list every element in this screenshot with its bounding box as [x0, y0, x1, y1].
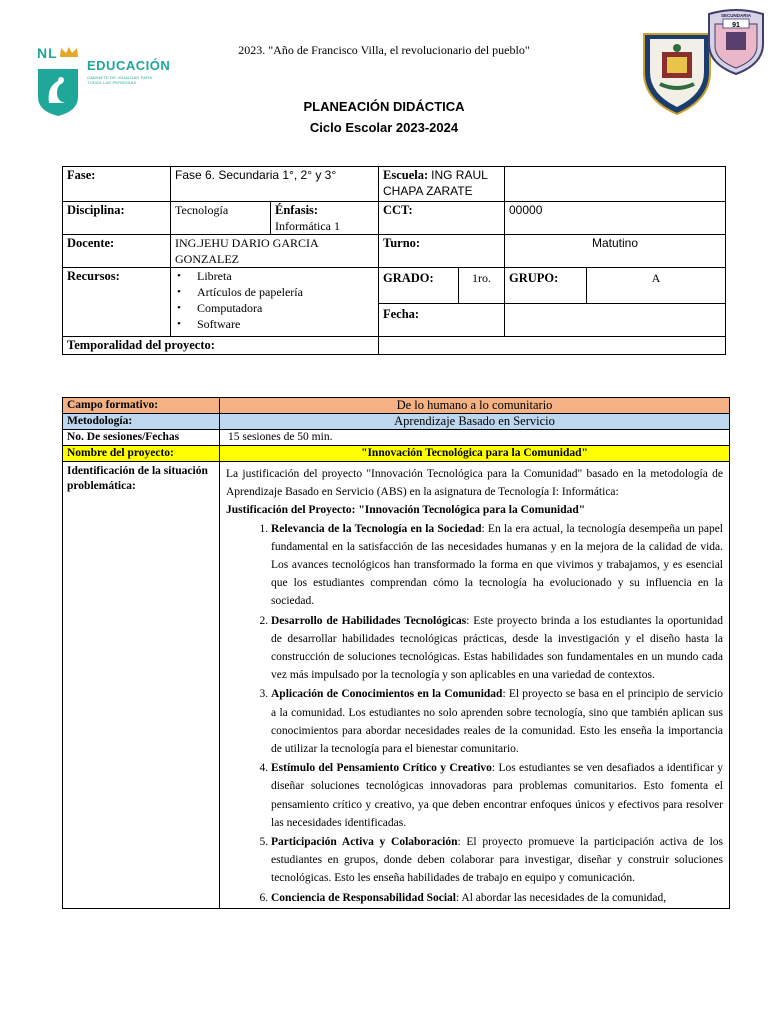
disciplina-value: Tecnología: [171, 202, 271, 235]
grupo-value: A: [587, 268, 726, 304]
recurso-item: • Artículos de papelería: [197, 284, 374, 300]
docente-label: Docente:: [63, 235, 171, 268]
grado-value: 1ro.: [459, 268, 505, 304]
recursos-label: Recursos:: [63, 268, 171, 337]
general-info-table: [62, 166, 726, 355]
sesiones-value: 15 sesiones de 50 min.: [220, 430, 730, 446]
point-text: : Los estudiantes se ven desafiados a identificar y diseñar soluciones tecnológicas innovadoras para problemas comunitarios. Esto fomenta el pensamiento crítico y creativo, ya que deben encontrar enfoques únicos y efectivos para resolver las necesidades identificadas.: [271, 762, 723, 829]
project-table: [62, 397, 730, 909]
fase-label: Fase:: [63, 167, 171, 202]
point-title: Participación Activa y Colaboración: [271, 836, 458, 849]
fecha-value: [505, 304, 726, 337]
escuela-cell: [379, 167, 505, 202]
sesiones-label: No. De sesiones/Fechas: [63, 430, 220, 446]
intro-paragraph: La justificación del proyecto "Innovación Tecnológica para la Comunidad" basado en la metodología de Aprendizaje Basado en Servicio (ABS) en la asignatura de Tecnología I: Informática:: [226, 468, 723, 499]
logo-subtitle: GABINETE DE IGUALDAD PARA TODAS LAS PERSONAS: [87, 75, 152, 85]
escuela-label: Escuela:: [383, 168, 429, 182]
identificacion-label: Identificación de la situación problemática:: [63, 462, 220, 909]
list-item: [271, 520, 723, 611]
recurso-item: • Libreta: [197, 268, 374, 284]
turno-value: Matutino: [505, 235, 726, 268]
list-item: [271, 833, 723, 888]
metodologia-value: Aprendizaje Basado en Servicio: [220, 414, 730, 430]
point-title: Desarrollo de Habilidades Tecnológicas: [271, 614, 467, 627]
temporalidad-label: Temporalidad del proyecto:: [63, 337, 379, 355]
list-item: [271, 889, 723, 907]
recurso-item: • Computadora: [197, 300, 374, 316]
point-text: : El proyecto promueve la participación activa de los estudiantes en grupos, donde deben colaborar para investigar, diseñar y construir soluciones tecnológicas. Esto les enseña habilidades de trabajo en equipo y comunicación.: [271, 836, 723, 885]
metodologia-label: Metodología:: [63, 414, 220, 430]
page-title: PLANEACIÓN DIDÁCTICA: [303, 99, 465, 114]
recurso-item: • Software: [197, 316, 374, 332]
list-item: [271, 685, 723, 758]
secundaria-crest-icon: [706, 8, 766, 81]
school-cycle: Ciclo Escolar 2023-2024: [309, 120, 459, 135]
identificacion-content: [220, 462, 730, 909]
enfasis-cell: [271, 202, 379, 235]
point-title: Conciencia de Responsabilidad Social: [271, 891, 456, 904]
list-item: [271, 759, 723, 832]
logo-education-text: EDUCACIÓN: [87, 58, 171, 73]
logo-nl-text: NL: [37, 45, 58, 61]
campo-label: Campo formativo:: [63, 398, 220, 414]
justificacion-list: [226, 520, 723, 907]
recursos-list: [175, 268, 374, 332]
point-text: : Este proyecto brinda a los estudiantes la oportunidad de desarrollar habilidades tecnológicas prácticas, desde la investigación y el diseño hasta la construcción de soluciones tecnológicas. Estas habilidades son fundamentales en un mundo cada vez más impulsado por la tecnología y son aplicables en una variedad de contextos.: [271, 614, 723, 682]
point-text: : En la era actual, la tecnología desempeña un papel fundamental en la satisfacción de las necesidades humanas y en la mejora de la calidad de vida. Los avances tecnológicos han transformado la forma en que vivimos y trabajamos, y es esencial que los estudiantes comprendan cómo la tecnología ha evolucionado y su influencia en la sociedad.: [271, 522, 723, 608]
docente-value: ING.JEHU DARIO GARCIA GONZALEZ: [171, 235, 379, 268]
disciplina-label: Disciplina:: [63, 202, 171, 235]
justificacion-title: Justificación del Proyecto: "Innovación Tecnológica para la Comunidad": [226, 504, 586, 517]
crest-label: SECUNDARIA: [720, 13, 752, 18]
cct-value: 00000: [505, 202, 726, 235]
temporalidad-value: [379, 337, 726, 355]
turno-label: Turno:: [379, 235, 505, 268]
point-text: : El proyecto se basa en el principio de servicio a la comunidad. Los estudiantes no solo aprenden sobre tecnología, sino que también aplican sus conocimientos para abordar necesidades reales de la comunidad. Esto les enseña la importancia de utilizar la tecnología para el bienestar comunitario.: [271, 688, 724, 756]
fase-value: Fase 6. Secundaria 1°, 2° y 3°: [171, 167, 379, 202]
point-title: Estímulo del Pensamiento Crítico y Creativo: [271, 762, 492, 775]
grupo-label: GRUPO:: [505, 268, 587, 304]
campo-value: De lo humano a lo comunitario: [220, 398, 730, 414]
list-item: [271, 612, 723, 685]
grado-label: GRADO:: [379, 268, 459, 304]
recursos-list-cell: [171, 268, 379, 337]
year-title: 2023. "Año de Francisco Villa, el revolucionario del pueblo": [238, 43, 530, 57]
escuela-extra-cell: [505, 167, 726, 202]
cct-label: CCT:: [379, 202, 505, 235]
nombre-value: "Innovación Tecnológica para la Comunidad": [220, 446, 730, 462]
escuela-value: ING RAUL CHAPA ZARATE: [383, 168, 488, 198]
crest-number: 91: [732, 22, 740, 29]
enfasis-value: Informática 1: [275, 219, 340, 233]
point-title: Aplicación de Conocimientos en la Comunidad: [271, 688, 503, 701]
point-title: Relevancia de la Tecnología en la Sociedad: [271, 522, 482, 535]
enfasis-label: Énfasis:: [275, 203, 319, 217]
nombre-label: Nombre del proyecto:: [63, 446, 220, 462]
point-text: : Al abordar las necesidades de la comunidad,: [456, 891, 667, 904]
fecha-label: Fecha:: [379, 304, 505, 337]
